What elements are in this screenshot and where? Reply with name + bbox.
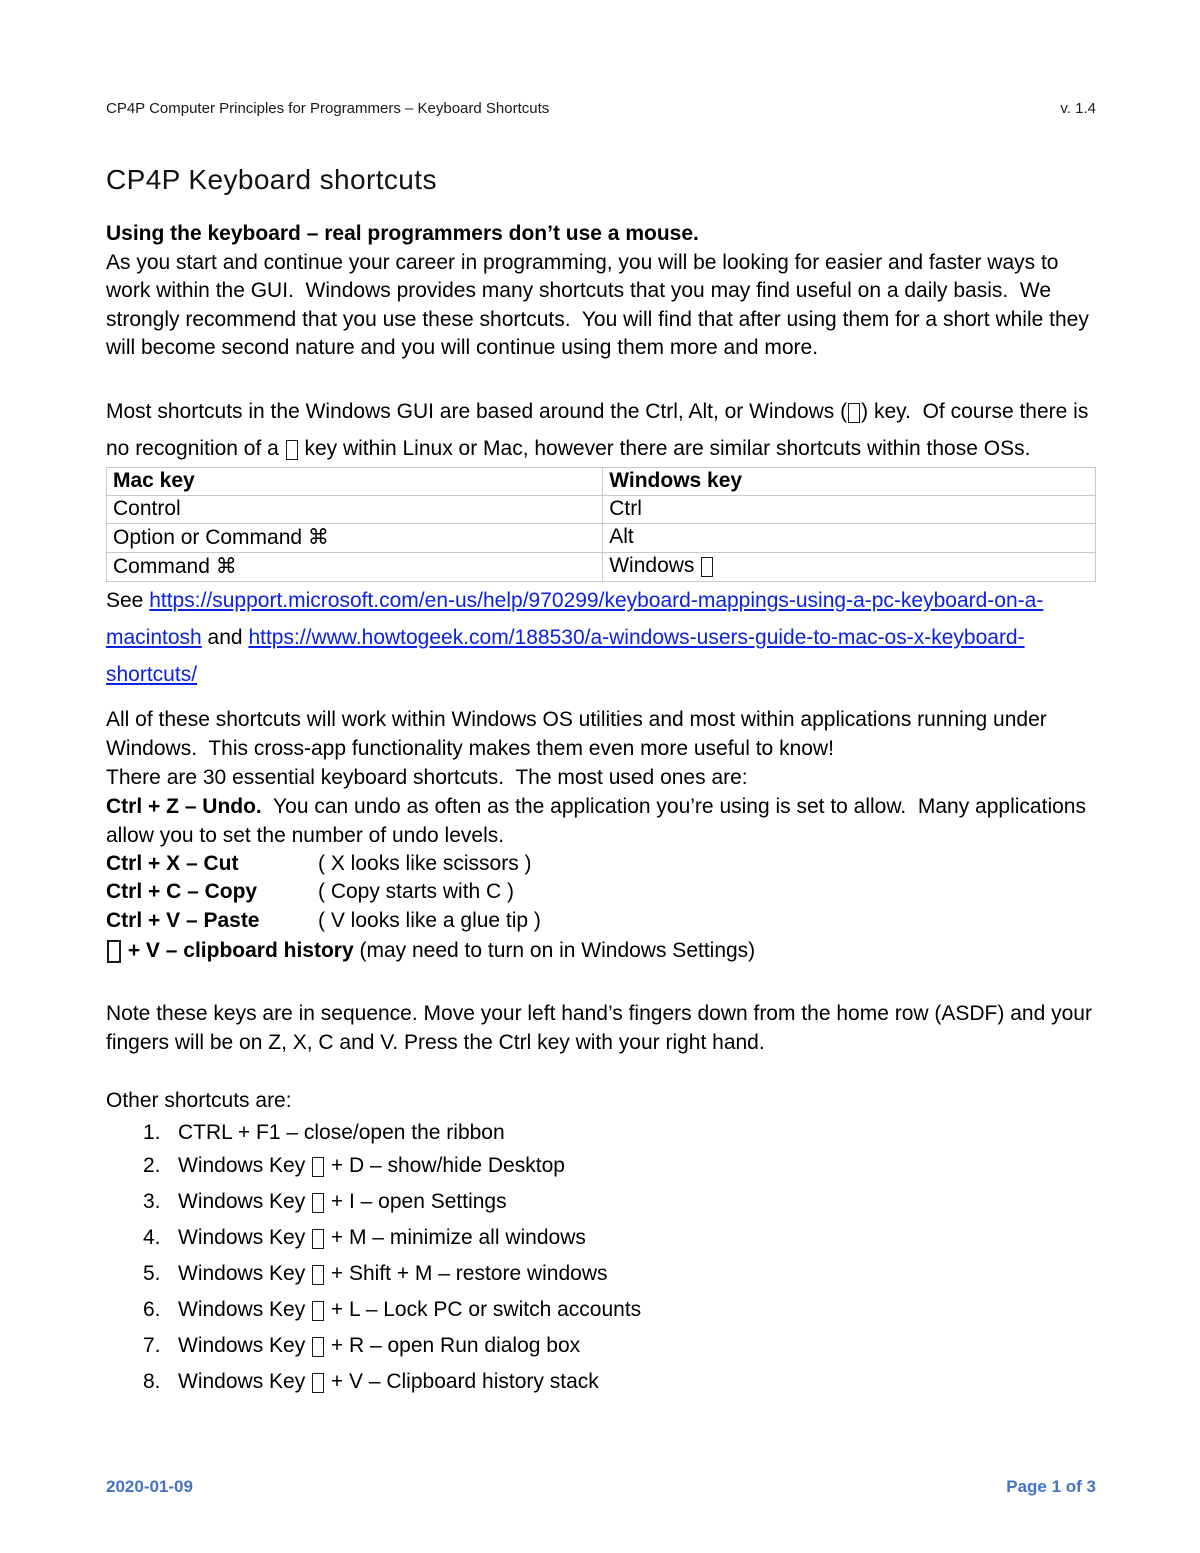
clipboard-history-line	[106, 935, 1096, 966]
list-item-text: + L – Lock PC or switch accounts	[325, 1297, 642, 1321]
list-item-number: 6.	[143, 1297, 161, 1321]
list-item-text: Windows Key	[178, 1189, 312, 1213]
windows-key-paragraph	[106, 393, 1096, 467]
microsoft-support-link[interactable]: https://support.microsoft.com/en-us/help/970299/keyboard-mappings-using-a-pc-keyboard-on-a-macintosh	[106, 588, 1044, 649]
home-row-note-paragraph: Note these keys are in sequence. Move your left hand’s fingers down from the home row (ASDF) and your fingers will be on Z, X, C and V. Press the Ctrl key with your right hand.	[106, 1002, 1098, 1054]
mac-windows-key-table	[106, 467, 1096, 582]
windows-key-glyph-box-icon	[312, 1157, 324, 1177]
list-item	[106, 1184, 1096, 1220]
list-item-text: + R – open Run dialog box	[325, 1333, 581, 1357]
cell-win-windows	[603, 552, 1096, 581]
windows-key-glyph-box-icon	[312, 1229, 324, 1249]
list-item-text: Windows Key	[178, 1333, 312, 1357]
list-item	[106, 1118, 1096, 1148]
cell-win-alt: Alt	[603, 523, 1096, 552]
winkey-text-2: ) key. Of course there is no recognition of a	[106, 399, 1095, 460]
table-header-row	[107, 467, 1096, 495]
reference-links-paragraph	[106, 582, 1096, 693]
list-item-number: 4.	[143, 1225, 161, 1249]
cell-win-windows-label: Windows	[609, 554, 701, 577]
list-item	[106, 1148, 1096, 1184]
list-item-text: Windows Key	[178, 1153, 312, 1177]
cross-app-paragraph: All of these shortcuts will work within Windows OS utilities and most within applications running under Windows. This cross-app functionality makes them even more useful to know!	[106, 707, 1053, 760]
clipboard-keys: + V – clipboard history	[122, 939, 354, 962]
table-header-windows: Windows key	[603, 467, 1096, 495]
list-item-text: Windows Key	[178, 1297, 312, 1321]
copy-keys: Ctrl + C – Copy	[106, 880, 258, 903]
list-item	[106, 1292, 1096, 1328]
table-row	[107, 552, 1096, 581]
paste-shortcut-line	[106, 907, 1096, 936]
table-row	[107, 523, 1096, 552]
clipboard-note: (may need to turn on in Windows Settings)	[353, 939, 756, 962]
list-item-text: Windows Key	[178, 1261, 312, 1285]
list-item-text: + D – show/hide Desktop	[325, 1153, 565, 1177]
links-and-text: and	[201, 625, 249, 649]
paste-note: ( V looks like a glue tip )	[318, 908, 541, 932]
list-item-text: + M – minimize all windows	[325, 1225, 586, 1249]
list-item-text: CTRL + F1 – close/open the ribbon	[178, 1120, 505, 1144]
page-header	[106, 100, 1096, 118]
list-item	[106, 1256, 1096, 1292]
other-shortcuts-list	[106, 1118, 1096, 1400]
winkey-text-3: key within Linux or Mac, however there are similar shortcuts within those OSs.	[298, 436, 1031, 460]
intro-paragraph: As you start and continue your career in programming, you will be looking for easier and faster ways to work within the GUI. Windows provides many shortcuts that you may find useful on a daily basis. We strongly recommend that you use these shortcuts. You will find that after using them for a short while they will become second nature and you will continue using them more and more.	[106, 250, 1095, 359]
howtogeek-link[interactable]: https://www.howtogeek.com/188530/a-windows-users-guide-to-mac-os-x-keyboard-shortcuts/	[106, 625, 1025, 686]
header-course-title: CP4P Computer Principles for Programmers – Keyboard Shortcuts	[106, 100, 550, 117]
windows-key-glyph-box-icon	[312, 1337, 324, 1357]
footer-page-number: Page 1 of 3	[1006, 1477, 1096, 1496]
list-item-number: 7.	[143, 1333, 161, 1357]
essential-count-line: There are 30 essential keyboard shortcuts. The most used ones are:	[106, 765, 748, 789]
windows-key-glyph-box-icon	[107, 940, 121, 963]
copy-note: ( Copy starts with C )	[318, 880, 515, 903]
cut-keys: Ctrl + X – Cut	[106, 851, 239, 875]
cell-mac-command: Command ⌘	[107, 552, 603, 581]
paste-keys: Ctrl + V – Paste	[106, 908, 260, 932]
table-row	[107, 495, 1096, 523]
cell-mac-control: Control	[107, 495, 603, 523]
list-item-number: 1.	[143, 1120, 161, 1144]
cell-mac-option-command: Option or Command ⌘	[107, 523, 603, 552]
winkey-text-1: Most shortcuts in the Windows GUI are based around the Ctrl, Alt, or Windows (	[106, 399, 848, 423]
footer-date: 2020-01-09	[106, 1477, 193, 1496]
page-footer	[106, 1477, 1096, 1497]
list-item	[106, 1328, 1096, 1364]
list-item-number: 3.	[143, 1189, 161, 1213]
list-item-text: Windows Key	[178, 1225, 312, 1249]
header-version: v. 1.4	[1060, 100, 1096, 117]
list-item-number: 5.	[143, 1261, 161, 1285]
undo-shortcut-line	[106, 792, 1096, 850]
intro-heading: Using the keyboard – real programmers don’t use a mouse.	[106, 222, 699, 245]
table-header-mac: Mac key	[107, 467, 603, 495]
list-item-number: 8.	[143, 1369, 161, 1393]
cut-shortcut-line	[106, 850, 1096, 879]
copy-shortcut-line	[106, 878, 1096, 907]
list-item-text: Windows Key	[178, 1369, 312, 1393]
list-item-text: + Shift + M – restore windows	[325, 1261, 608, 1285]
list-item	[106, 1364, 1096, 1400]
windows-key-glyph-box-icon	[312, 1193, 324, 1213]
windows-key-glyph-box-icon	[312, 1265, 324, 1285]
list-item-text: + I – open Settings	[325, 1189, 507, 1213]
links-see-text: See	[106, 588, 150, 612]
list-item-number: 2.	[143, 1153, 161, 1177]
list-item	[106, 1220, 1096, 1256]
cut-note: ( X looks like scissors )	[318, 851, 532, 875]
windows-key-glyph-box-icon	[312, 1373, 324, 1393]
windows-key-glyph-box-icon	[701, 557, 713, 577]
other-shortcuts-heading: Other shortcuts are:	[106, 1089, 292, 1112]
undo-keys: Ctrl + Z – Undo.	[106, 794, 262, 818]
list-item-text: + V – Clipboard history stack	[325, 1369, 599, 1393]
cell-win-ctrl: Ctrl	[603, 495, 1096, 523]
undo-description: You can undo as often as the application you’re using is set to allow. Many applications allow you to set the number of undo levels.	[106, 794, 1092, 847]
windows-key-glyph-box-icon	[312, 1301, 324, 1321]
page-title: CP4P Keyboard shortcuts	[106, 164, 437, 195]
windows-key-glyph-box-icon	[848, 403, 860, 423]
windows-key-glyph-box-icon	[286, 440, 298, 460]
